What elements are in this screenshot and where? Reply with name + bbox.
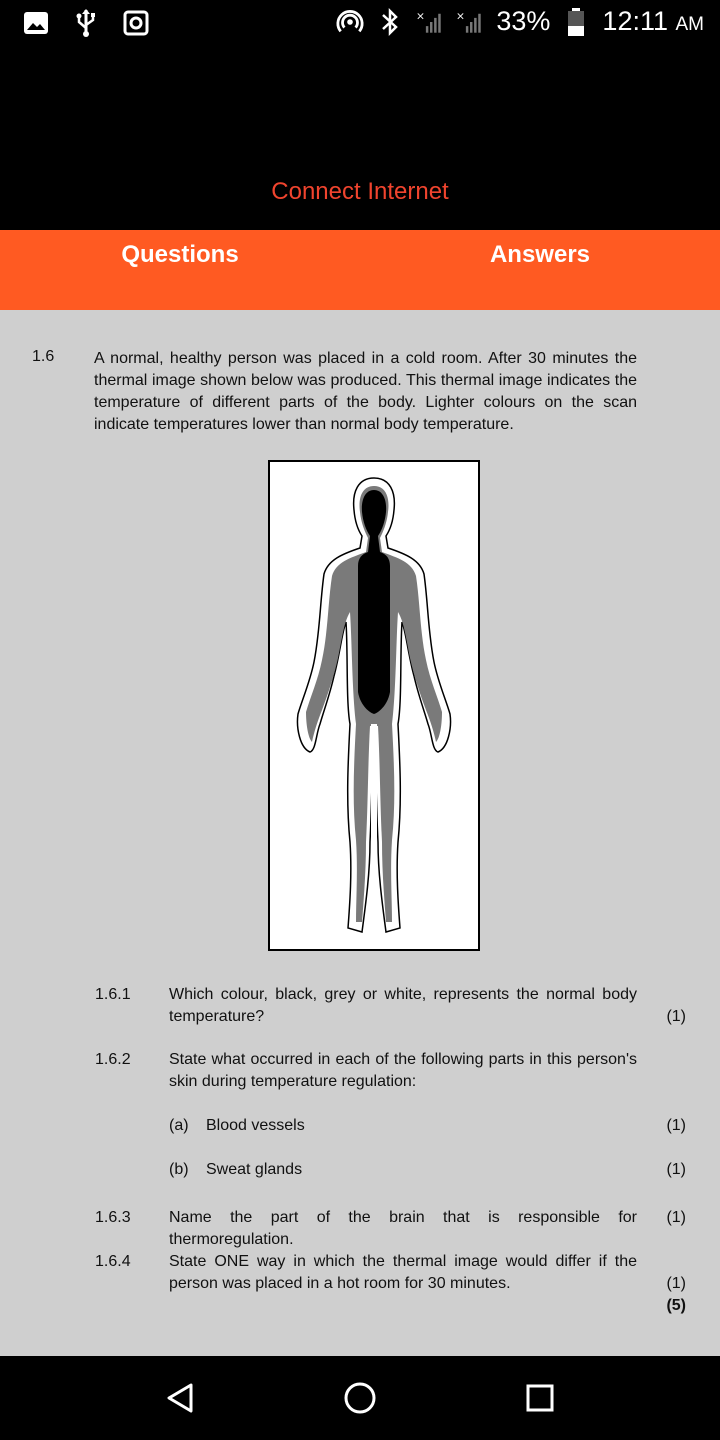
svg-text:×: × — [456, 9, 466, 23]
hotspot-icon — [336, 8, 364, 36]
subquestion-number: 1.6.2 — [95, 1051, 131, 1068]
recents-button[interactable] — [518, 1376, 562, 1420]
home-icon — [343, 1381, 377, 1415]
back-button[interactable] — [158, 1376, 202, 1420]
svg-text:×: × — [416, 9, 426, 23]
subquestion-marks: (1) — [666, 1209, 686, 1226]
thermal-body-figure — [270, 462, 478, 949]
screenshot-icon — [122, 9, 150, 37]
clock — [602, 6, 704, 37]
recents-icon — [525, 1383, 555, 1413]
option-text: Sweat glands — [206, 1161, 303, 1178]
home-button[interactable] — [338, 1376, 382, 1420]
battery-icon — [562, 8, 590, 36]
signal-no-service-icon — [456, 8, 484, 36]
option-text: Blood vessels — [206, 1117, 305, 1134]
total-marks: (5) — [666, 1297, 686, 1314]
option-marks: (1) — [666, 1117, 686, 1134]
thermal-image — [268, 460, 480, 951]
subquestion-marks: (1) — [666, 1008, 686, 1025]
usb-icon — [72, 9, 100, 37]
clock-time: 12:11 — [602, 6, 668, 36]
subquestion-number: 1.6.4 — [95, 1253, 131, 1270]
bluetooth-icon — [376, 8, 404, 36]
question-number: 1.6 — [32, 348, 55, 365]
back-icon — [165, 1382, 195, 1414]
option-letter: (a) — [169, 1117, 189, 1134]
subquestion-text: State ONE way in which the thermal image would differ if the person was placed in a hot room for 30 minutes. — [169, 1253, 637, 1292]
option-marks: (1) — [666, 1161, 686, 1178]
tab-answers[interactable]: Answers — [489, 241, 591, 268]
tab-questions[interactable]: Questions — [121, 241, 239, 268]
subquestion-number: 1.6.3 — [95, 1209, 131, 1226]
subquestion-text: Name the part of the brain that is responsible for thermoregulation. — [169, 1209, 637, 1248]
navigation-bar — [0, 1356, 720, 1440]
subquestion-number: 1.6.1 — [95, 986, 131, 1003]
connect-internet-link[interactable]: Connect Internet — [271, 178, 449, 205]
image-icon — [22, 9, 50, 37]
app-header — [0, 50, 720, 230]
battery-percent: 33% — [496, 6, 551, 36]
subquestion-marks: (1) — [666, 1275, 686, 1292]
tab-bar — [0, 230, 720, 310]
status-bar — [0, 0, 720, 50]
clock-ampm: AM — [675, 14, 704, 35]
question-content — [0, 310, 720, 1356]
subquestion-text: Which colour, black, grey or white, represents the normal body temperature? — [169, 986, 637, 1025]
signal-no-service-icon — [416, 8, 444, 36]
option-letter: (b) — [169, 1161, 189, 1178]
question-intro: A normal, healthy person was placed in a cold room. After 30 minutes the thermal image shown below was produced. This thermal image indicates the temperature of different parts of the body. Lighter colours on the scan indicate temperatures lower than normal body temperature. — [94, 350, 637, 433]
subquestion-text: State what occurred in each of the following parts in this person's skin during temperature regulation: — [169, 1051, 637, 1090]
